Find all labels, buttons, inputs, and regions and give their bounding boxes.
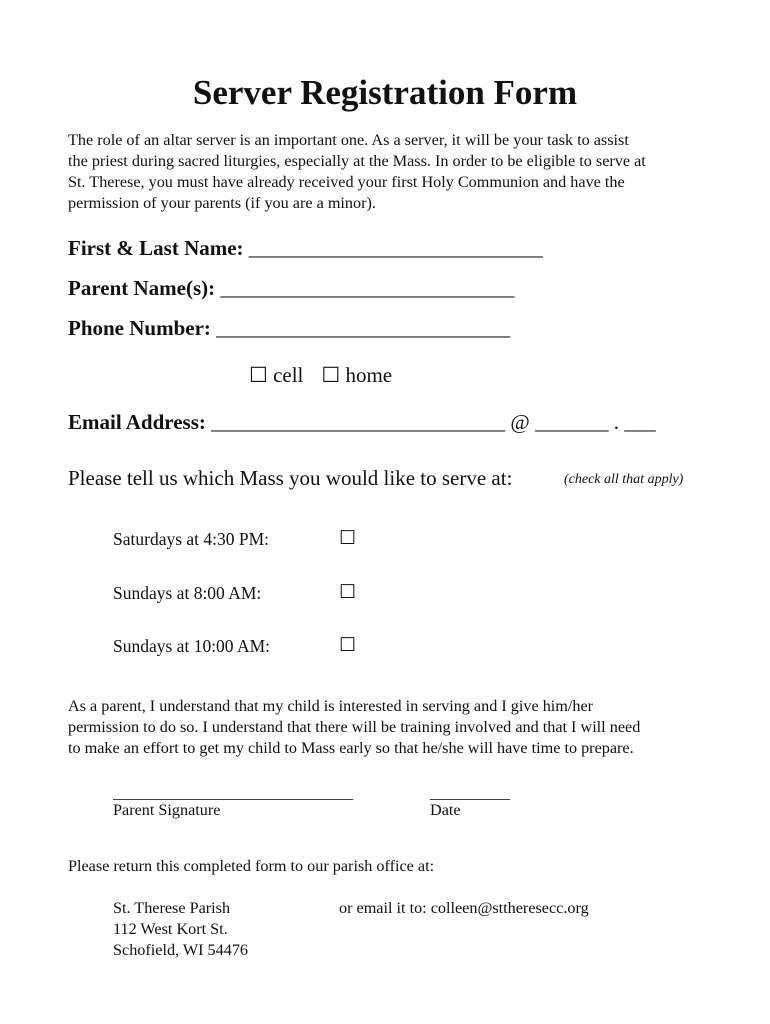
phone-label: Phone Number: xyxy=(68,316,211,340)
phone-type-options xyxy=(249,362,392,388)
consent-line: to make an effort to get my child to Mass early so that he/she will have time to prepare. xyxy=(68,739,634,757)
address-line: Schofield, WI 54476 xyxy=(113,941,249,959)
intro-line: The role of an altar server is an important one. As a server, it will be your task to assist xyxy=(68,131,629,149)
parent-name-field[interactable] xyxy=(68,275,514,301)
return-instruction: Please return this completed form to our parish office at: xyxy=(68,857,435,875)
parent-signature-caption: Parent Signature xyxy=(113,801,221,819)
mass-option-label: Sundays at 10:00 AM: xyxy=(113,636,271,656)
home-checkbox[interactable]: ☐ home xyxy=(321,363,393,387)
consent-paragraph xyxy=(68,696,728,759)
name-label: First & Last Name: xyxy=(68,236,244,260)
date-caption: Date xyxy=(430,801,461,819)
mass-option-checkbox[interactable]: ☐ xyxy=(339,528,357,549)
consent-line: permission to do so. I understand that there will be training involved and that I will need xyxy=(68,718,641,736)
date-line[interactable]: __________ xyxy=(430,785,510,802)
mass-option-checkbox[interactable]: ☐ xyxy=(339,582,357,603)
parent-signature-line[interactable]: ______________________________ xyxy=(113,785,353,802)
mass-note: (check all that apply) xyxy=(564,472,684,487)
form-title: Server Registration Form xyxy=(192,73,578,112)
mass-option-label: Saturdays at 4:30 PM: xyxy=(113,529,270,549)
email-blank[interactable]: ____________________________ @ _______ . ___ xyxy=(211,410,656,434)
intro-line: St. Therese, you must have already received your first Holy Communion and have the xyxy=(68,173,625,191)
phone-blank[interactable]: ____________________________ xyxy=(216,316,511,340)
phone-field[interactable] xyxy=(68,315,510,341)
parish-address xyxy=(113,898,248,961)
return-email-text: or email it to: colleen@sttheresecc.org xyxy=(339,899,589,917)
mass-option-checkbox[interactable]: ☐ xyxy=(339,635,357,656)
intro-paragraph xyxy=(68,130,718,214)
name-field[interactable] xyxy=(68,235,543,261)
email-field[interactable] xyxy=(68,409,656,435)
consent-line: As a parent, I understand that my child is interested in serving and I give him/her xyxy=(68,697,594,715)
intro-line: permission of your parents (if you are a minor). xyxy=(68,194,376,212)
name-blank[interactable]: ____________________________ xyxy=(248,236,543,260)
intro-line: the priest during sacred liturgies, especially at the Mass. In order to be eligible to serve at xyxy=(68,152,646,170)
address-line: 112 West Kort St. xyxy=(113,920,228,938)
parent-name-label: Parent Name(s): xyxy=(68,276,216,300)
cell-checkbox[interactable]: ☐ cell xyxy=(249,363,304,387)
parent-name-blank[interactable]: ____________________________ xyxy=(220,276,515,300)
mass-question: Please tell us which Mass you would like to serve at: xyxy=(68,466,513,490)
mass-option-label: Sundays at 8:00 AM: xyxy=(113,583,262,603)
email-label: Email Address: xyxy=(68,410,206,434)
address-line: St. Therese Parish xyxy=(113,899,231,917)
